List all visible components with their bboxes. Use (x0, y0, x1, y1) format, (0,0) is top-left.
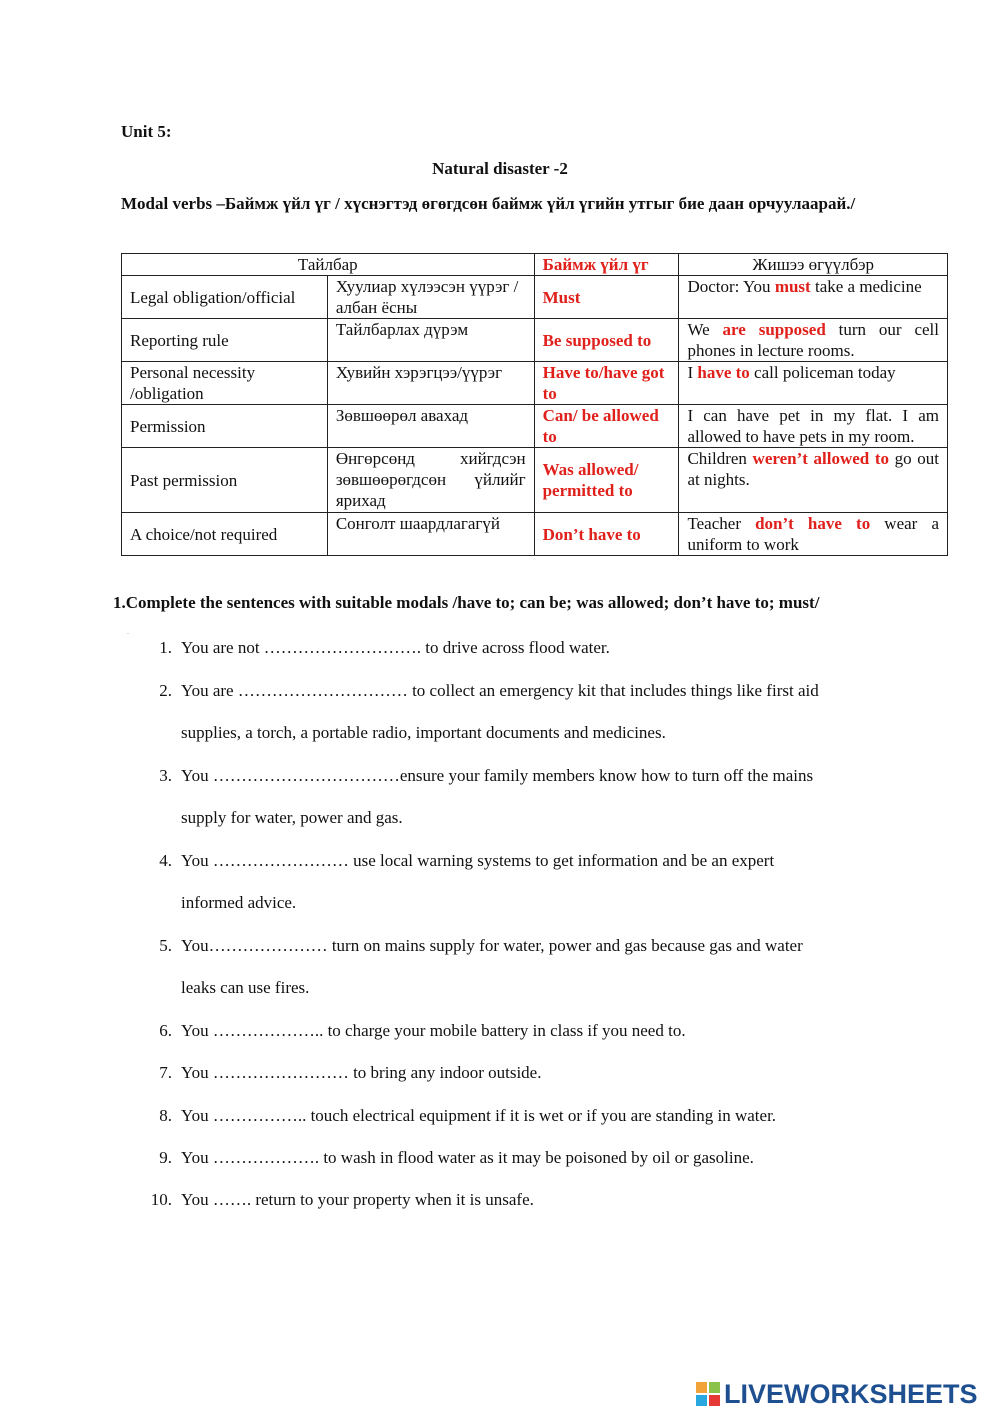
row-mongolian: Өнгөрсөнд хийгдсэн зөвшөөрөгдсөн үйлийг ярихад (327, 448, 534, 513)
page-title: Natural disaster -2 (432, 159, 568, 178)
item-number: 8. (159, 1106, 172, 1125)
table-row (122, 276, 948, 319)
row-mongolian: Зөвшөөрөл авахад (327, 405, 534, 448)
row-modal: Be supposed to (534, 319, 679, 362)
item-number: 6. (159, 1021, 172, 1040)
table-row (122, 405, 948, 448)
stray-dot: . (127, 627, 129, 636)
row-modal: Can/ be allowed to (534, 405, 679, 448)
item-number: 3. (159, 766, 172, 785)
item-number: 4. (159, 851, 172, 870)
row-example: We are supposed turn our cell phones in lecture rooms. (679, 319, 948, 362)
table-header-row (122, 254, 948, 276)
row-example: Teacher don’t have to wear a uniform to work (679, 513, 948, 556)
row-english: Permission (122, 405, 328, 448)
item-number: 5. (159, 936, 172, 955)
row-example: I have to call policeman today (679, 362, 948, 405)
row-english: A choice/not required (122, 513, 328, 556)
row-english: Past permission (122, 448, 328, 513)
item-text: You …………….. touch electrical equipment if it is wet or if you are standing in water. (181, 1106, 777, 1125)
item-text: You ……………….. to charge your mobile battery in class if you need to. (181, 1021, 686, 1040)
row-english: Legal obligation/official (122, 276, 328, 319)
header-example: Жишээ өгүүлбэр (679, 254, 948, 276)
item-text: You …………………… to bring any indoor outside. (181, 1063, 542, 1082)
row-example: Children weren’t allowed to go out at nights. (679, 448, 948, 513)
item-continuation: supplies, a torch, a portable radio, important documents and medicines. (181, 723, 666, 742)
item-continuation: supply for water, power and gas. (181, 808, 403, 827)
logo-icon (696, 1382, 720, 1406)
row-modal: Have to/have got to (534, 362, 679, 405)
row-example: Doctor: You must take a medicine (679, 276, 948, 319)
exercise-title: 1.Complete the sentences with suitable modals /have to; can be; was allowed; don’t have to; must/ (113, 593, 820, 612)
item-continuation: leaks can use fires. (181, 978, 310, 997)
table-row (122, 513, 948, 556)
row-english: Reporting rule (122, 319, 328, 362)
liveworksheets-logo[interactable] (696, 1379, 978, 1409)
item-number: 9. (159, 1148, 172, 1167)
item-text: You are ………………………… to collect an emergency kit that includes things like first aid (181, 681, 819, 700)
logo-text: LIVEWORKSHEETS (724, 1378, 978, 1409)
row-mongolian: Хуулиар хүлээсэн үүрэг /албан ёсны (327, 276, 534, 319)
row-mongolian: Тайлбарлах дүрэм (327, 319, 534, 362)
header-explanation: Тайлбар (122, 254, 535, 276)
item-continuation: informed advice. (181, 893, 297, 912)
item-text: You ……. return to your property when it is unsafe. (181, 1190, 534, 1209)
item-text: You are not ………………………. to drive across flood water. (181, 638, 610, 657)
item-number: 2. (159, 681, 172, 700)
row-mongolian: Хувийн хэрэгцээ/үүрэг (327, 362, 534, 405)
row-english: Personal necessity /obligation (122, 362, 328, 405)
item-number: 1. (159, 638, 172, 657)
row-mongolian: Сонголт шаардлагагүй (327, 513, 534, 556)
intro-text: Modal verbs –Баймж үйл үг / хүснэгтэд өгөгдсөн баймж үйл үгийн утгыг бие даан орчуулаарай./ (121, 194, 856, 213)
item-text: You ………………. to wash in flood water as it may be poisoned by oil or gasoline. (181, 1148, 754, 1167)
row-modal: Don’t have to (534, 513, 679, 556)
item-number: 10. (150, 1190, 172, 1209)
item-number: 7. (159, 1063, 172, 1082)
table-row (122, 362, 948, 405)
table-row (122, 319, 948, 362)
row-example: I can have pet in my flat. I am allowed to have pets in my room. (679, 405, 948, 448)
item-text: You …………………… use local warning systems to get information and be an expert (181, 851, 775, 870)
row-modal: Must (534, 276, 679, 319)
unit-label: Unit 5: (121, 122, 172, 141)
item-text: You ……………………………ensure your family members know how to turn off the mains (181, 766, 814, 785)
table-row (122, 448, 948, 513)
modal-verbs-table (121, 253, 948, 556)
item-text: You………………… turn on mains supply for water, power and gas because gas and water (181, 936, 803, 955)
header-modal: Баймж үйл үг (534, 254, 679, 276)
row-modal: Was allowed/ permitted to (534, 448, 679, 513)
